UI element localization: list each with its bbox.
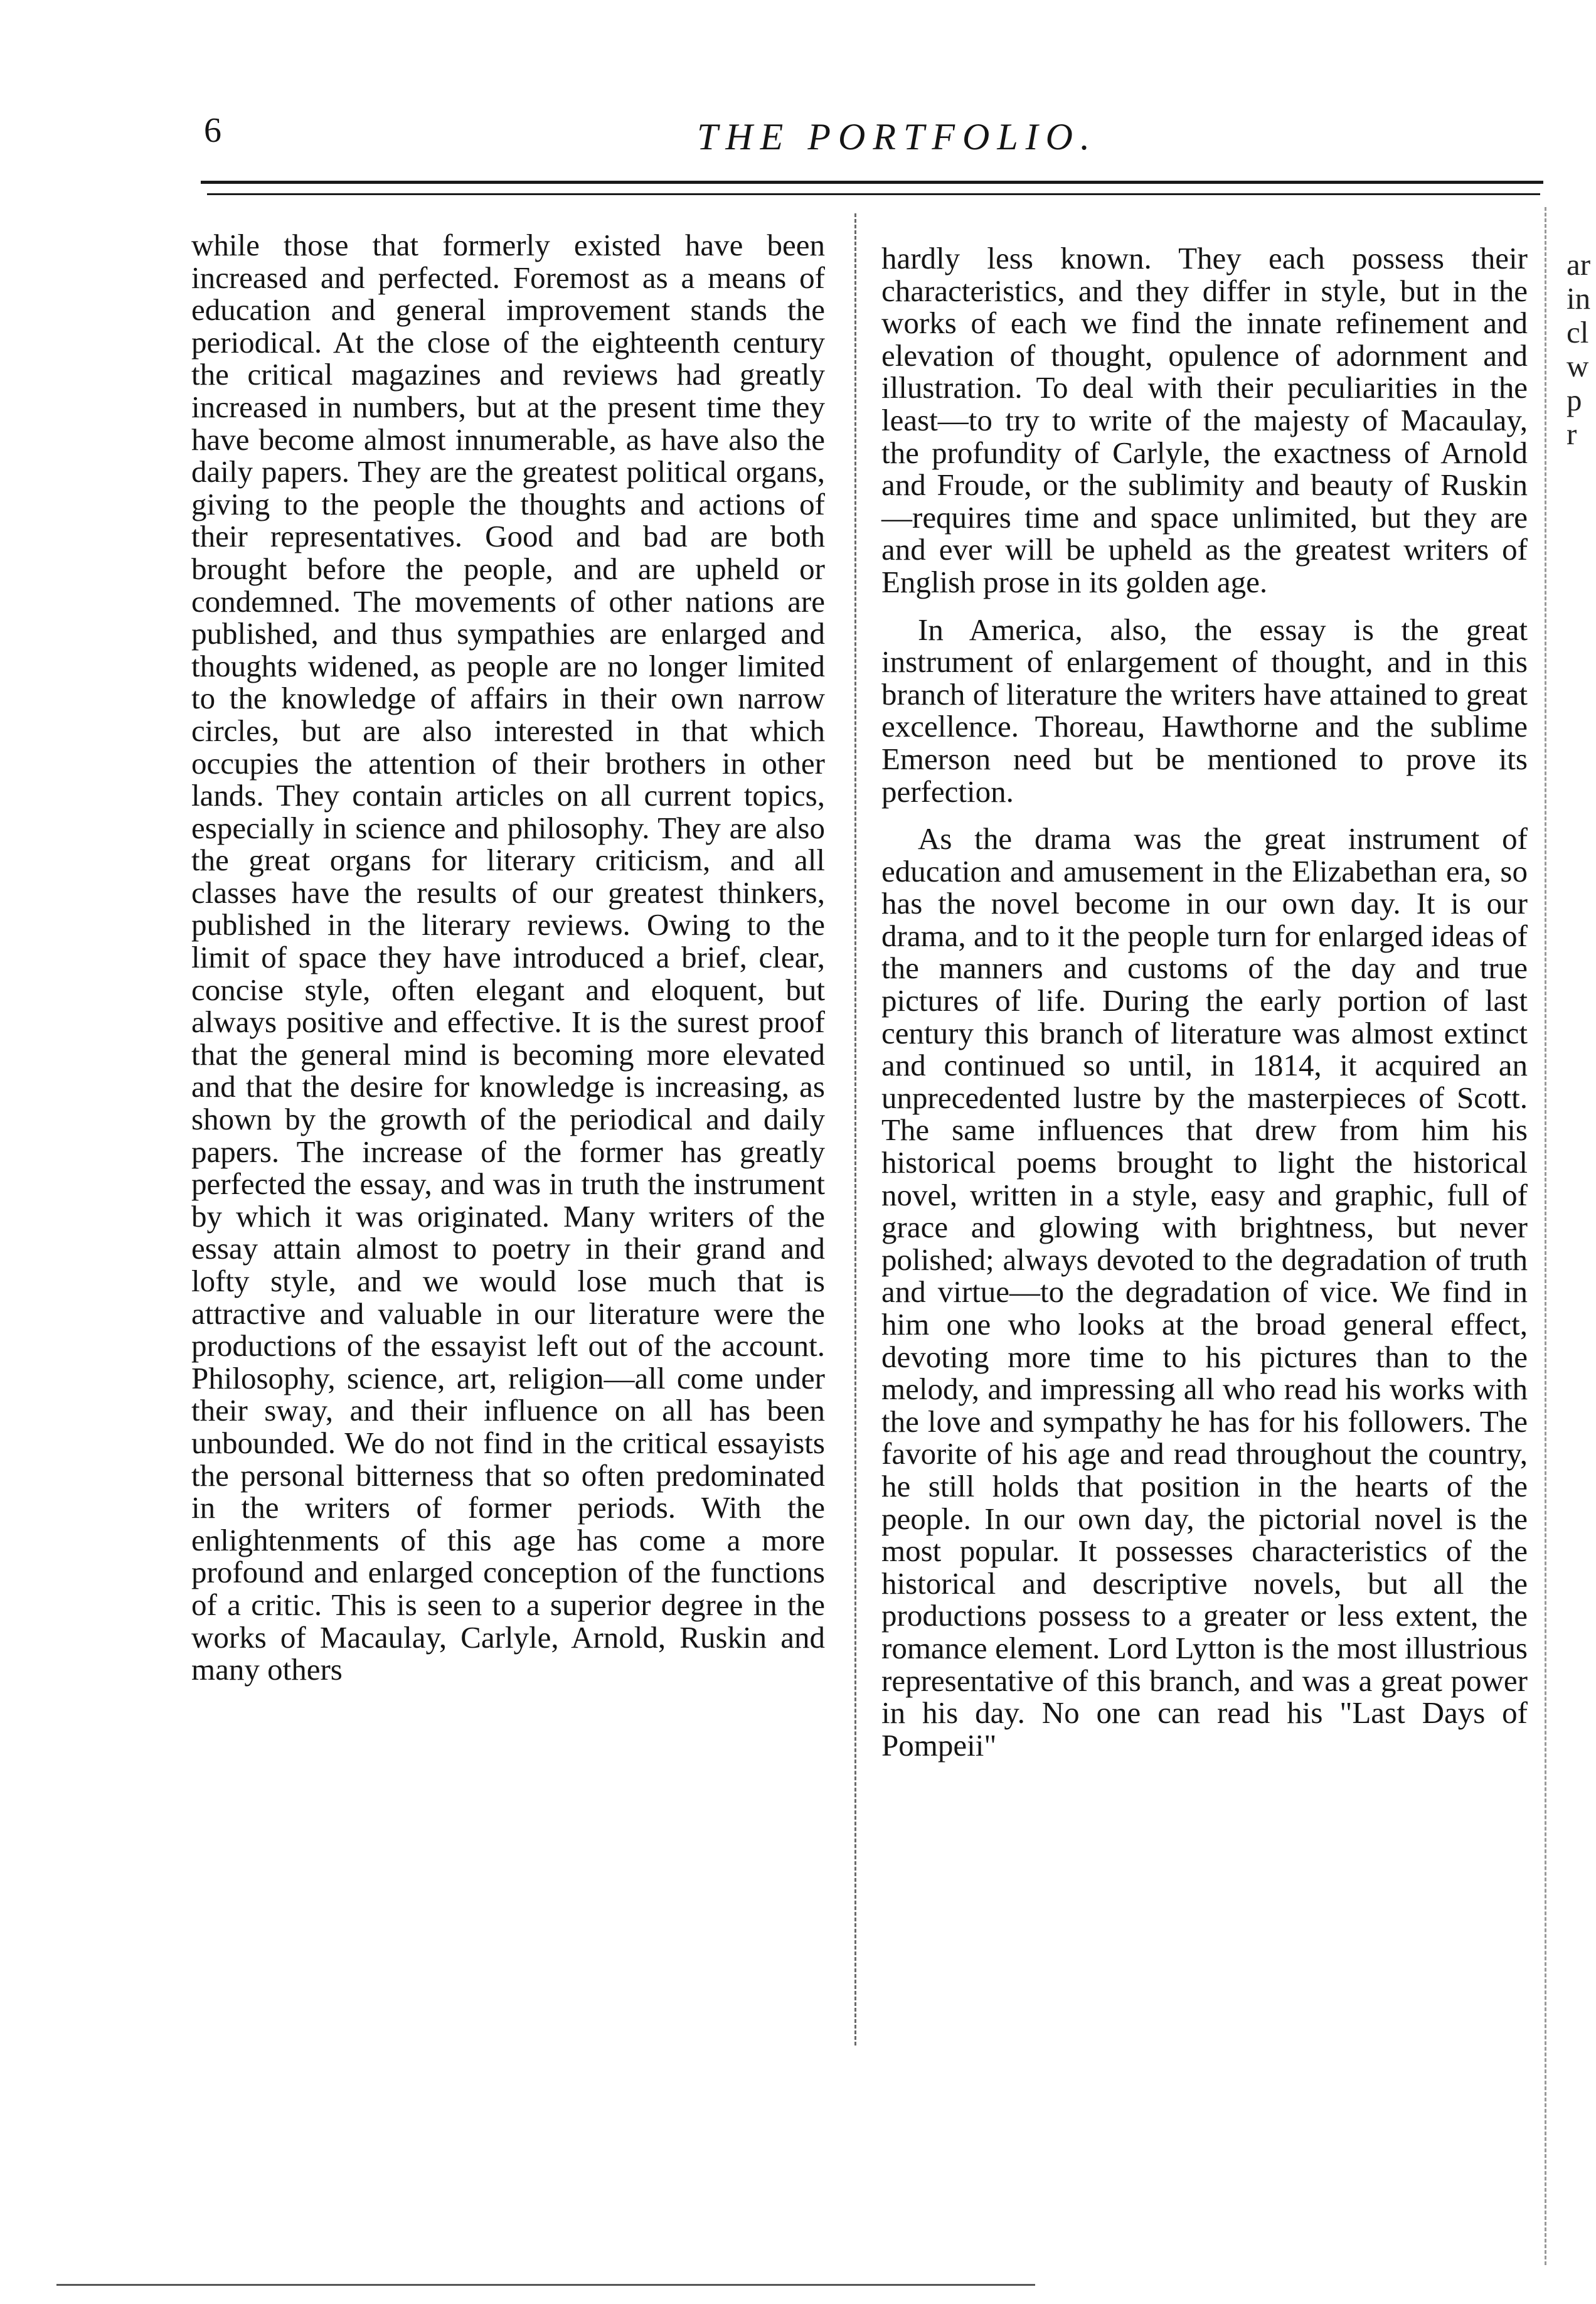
page-number: 6 — [204, 111, 221, 150]
middle-column — [881, 242, 1528, 1761]
header-rule-thin — [207, 193, 1540, 195]
column-divider — [854, 213, 856, 2045]
footer-rule — [56, 2284, 1035, 2286]
paragraph: hardly less known. They each possess their characteristics, and they differ in style, but in the works of each we find the innate refinement and elevation of thought, opulence of adornment and illustration. To deal with their peculiarities in the least—to try to write of the majesty of Macaulay, the profundity of Carlyle, the exactness of Arnold and Froude, or the sublimity and beauty of Ruskin—requires time and space unlimited, but they are and ever will be upheld as the greatest writers of English prose in its golden age. — [881, 241, 1528, 599]
column-divider-right — [1545, 207, 1546, 2265]
running-head: THE PORTFOLIO. — [696, 116, 1097, 157]
paragraph: As the drama was the great instrument of education and amusement in the Elizabethan era, so has the novel become in our own day. It is our drama, and to it the people turn for enlarged ideas of the manners and customs of the day and true pictures of life. During the early portion of last century this branch of literature was almost extinct and continued so until, in 1814, it acquired an unprecedented lustre by the masterpieces of Scott. The same influences that drew from him his historical poems brought to light the historical novel, written in a style, easy and graphic, full of grace and glowing with brightness, but never polished; always devoted to the degradation of truth and virtue—to the degradation of vice. We find in him one who looks at the broad general effect, devoting more time to his pictures than to the melody, and impressing all who read his works with the love and sympathy he has for his followers. The favorite of his age and read throughout the country, he still holds that position in the hearts of the people. In our own day, the pictorial novel is the most popular. It possesses characteristics of the historical and descriptive novels, but all the productions possess to a greater or less extent, the romance element. Lord Lytton is the most illustrious representative of this branch, and was a great power in his day. No one can read his "Last Days of Pompeii" — [881, 821, 1528, 1763]
header-rule-thick — [201, 181, 1543, 184]
paragraph: In America, also, the essay is the great instrument of enlargement of thought, and in this branch of literature the writers have attained to great excellence. Thoreau, Hawthorne and the sublime Emerson need but be mentioned to prove its perfection. — [881, 612, 1528, 809]
left-column — [191, 229, 825, 1686]
paragraph: while those that formerly existed have been increased and perfected. Foremost as a means of education and general improvement stands the periodical. At the close of the eighteenth century the critical magazines and reviews had greatly increased in numbers, but at the present time they have become almost innumerable, as have also the daily papers. They are the greatest political organs, giving to the people the thoughts and actions of their representatives. Good and bad are both brought before the people, and are upheld or condemned. The movements of other nations are published, and thus sympathies are enlarged and thoughts widened, as people are no longer limited to the knowledge of affairs in their own narrow circles, but are also interested in that which occupies the attention of their brothers in other lands. They contain articles on all current topics, especially in science and philosophy. They are also the great organs for literary criticism, and all classes have the results of our greatest thinkers, published in the literary reviews. Owing to the limit of space they have introduced a brief, clear, concise style, often elegant and eloquent, but always positive and effective. It is the surest proof that the general mind is becoming more elevated and that the desire for knowledge is increasing, as shown by the growth of the periodical and daily papers. The increase of the former has greatly perfected the essay, and was in truth the instrument by which it was originated. Many writers of the essay attain almost to poetry in their grand and lofty style, and we would lose much that is attractive and valuable in our literature were the productions of the essayist left out of the account. Philosophy, science, art, religion—all come under their sway, and their influence on all has been unbounded. We do not find in the critical essayists the personal bitterness that so often predominated in the writers of former periods. With the enlightenments of this age has come a more profound and enlarged conception of the functions of a critic. This is seen to a superior degree in the works of Macaulay, Carlyle, Arnold, Ruskin and many others — [191, 228, 825, 1687]
right-column-fragment: ar in cl w p r — [1567, 248, 1591, 451]
